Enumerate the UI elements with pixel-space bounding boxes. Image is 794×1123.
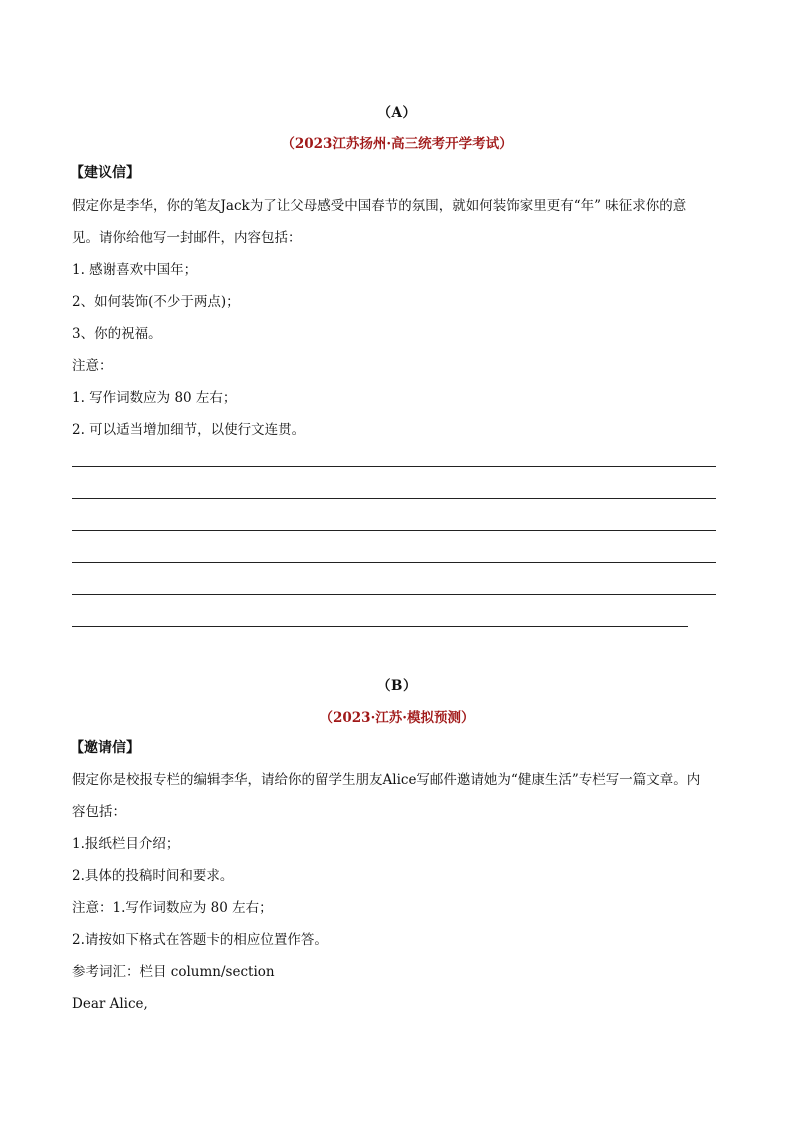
answer-line-6 bbox=[72, 626, 688, 627]
section-b-note-1: 注意：1.写作词数应为 80 左右； bbox=[72, 900, 273, 916]
section-a-item-3: 3、你的祝福。 bbox=[72, 326, 162, 342]
section-b-source: （2023·江苏·模拟预测） bbox=[319, 710, 475, 726]
section-a-source: （2023江苏扬州·高三统考开学考试） bbox=[281, 136, 513, 152]
section-a-item-2: 2、如何装饰(不少于两点)； bbox=[72, 294, 240, 310]
section-b-vocab: 参考词汇：栏目 column/section bbox=[72, 964, 275, 980]
section-a-note-label: 注意： bbox=[72, 358, 113, 374]
answer-line-5 bbox=[72, 594, 716, 595]
section-b-heading: 【邀请信】 bbox=[70, 740, 140, 756]
section-b-prompt-line-2: 容包括： bbox=[72, 804, 126, 820]
section-b-label: （B） bbox=[377, 678, 417, 694]
answer-line-2 bbox=[72, 498, 716, 499]
section-b-note-2: 2.请按如下格式在答题卡的相应位置作答。 bbox=[72, 932, 328, 948]
section-b-item-1: 1.报纸栏目介绍； bbox=[72, 836, 180, 852]
answer-line-4 bbox=[72, 562, 716, 563]
section-a-heading: 【建议信】 bbox=[70, 165, 140, 181]
section-a-label: （A） bbox=[377, 105, 417, 121]
section-b-item-2: 2.具体的投稿时间和要求。 bbox=[72, 868, 234, 884]
section-b-salutation: Dear Alice, bbox=[72, 996, 148, 1012]
section-a-prompt-line-1: 假定你是李华，你的笔友Jack为了让父母感受中国春节的氛围，就如何装饰家里更有“年” 味征求你的意 bbox=[72, 198, 687, 214]
section-a-prompt-line-2: 见。请你给他写一封邮件，内容包括： bbox=[72, 230, 302, 246]
answer-line-1 bbox=[72, 466, 716, 467]
answer-line-3 bbox=[72, 530, 716, 531]
section-b-prompt-line-1: 假定你是校报专栏的编辑李华，请给你的留学生朋友Alice写邮件邀请她为“健康生活”专栏写一篇文章。内 bbox=[72, 772, 701, 788]
section-a-note-2: 2. 可以适当增加细节，以使行文连贯。 bbox=[72, 422, 306, 438]
section-a-item-1: 1. 感谢喜欢中国年； bbox=[72, 262, 198, 278]
section-a-note-1: 1. 写作词数应为 80 左右； bbox=[72, 390, 237, 406]
